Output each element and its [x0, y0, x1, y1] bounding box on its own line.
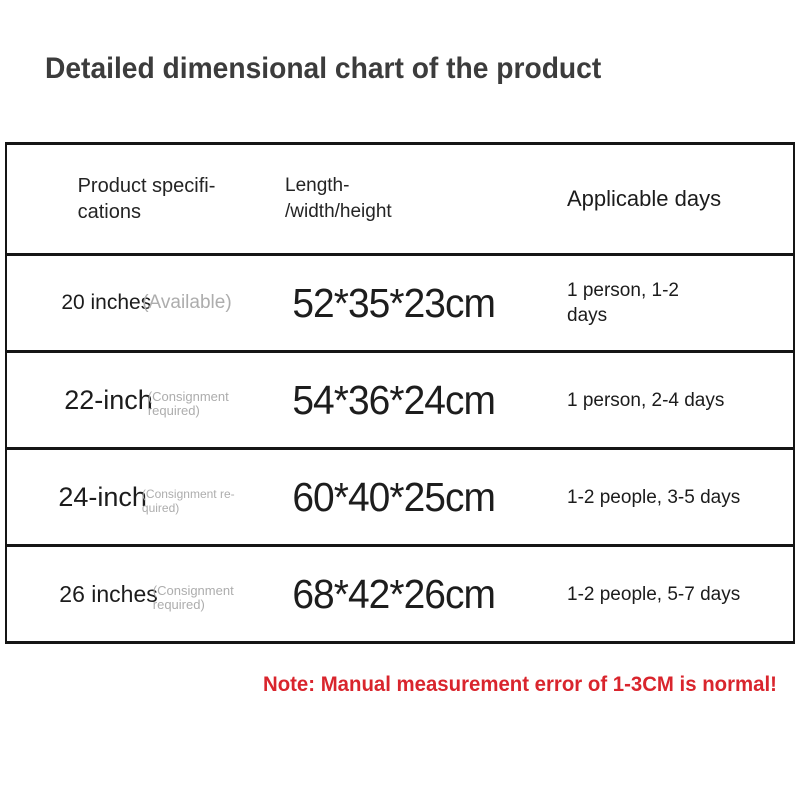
dimensions-value: 68*42*26cm: [292, 570, 496, 617]
size-label: 20 inches: [61, 291, 152, 314]
header-product-specifications: [7, 145, 243, 253]
header-applicable-days: [545, 145, 793, 253]
cell-days-26-inch: [545, 547, 793, 641]
tag-line2: quired): [141, 501, 180, 515]
table-row-20-inch: [7, 253, 793, 350]
tag-line1: (Consignment re-: [141, 487, 235, 501]
cell-days-24-inch: [545, 450, 793, 544]
days-line2: days: [567, 305, 608, 326]
header-applicable-days-line1: Applicable days: [567, 186, 722, 211]
days-line1: 1-2 people, 5-7 days: [567, 583, 741, 605]
table-row-24-inch: [7, 447, 793, 544]
cell-size-26-inch: [7, 547, 243, 641]
dimensions-value: 52*35*23cm: [292, 279, 496, 326]
header-product-specifications-line2: cations: [77, 201, 141, 223]
table-row-26-inch: [7, 544, 793, 641]
days-line1: 1-2 people, 3-5 days: [567, 486, 741, 508]
cell-size-20-inch: [7, 256, 243, 350]
cell-dimensions-24-inch: [243, 450, 545, 544]
page-title: Detailed dimensional chart of the product: [45, 52, 602, 85]
cell-days-22-inch: [545, 353, 793, 447]
availability-tag: [142, 487, 235, 515]
dimension-table: [5, 142, 795, 644]
dimensions-value: 60*40*25cm: [292, 473, 496, 520]
measurement-note: Note: Manual measurement error of 1-3CM is normal!: [263, 673, 777, 696]
cell-size-24-inch: [7, 450, 243, 544]
cell-dimensions-20-inch: [243, 256, 545, 350]
tag-line2: required): [152, 597, 205, 612]
availability-tag: (Available): [142, 292, 232, 313]
availability-tag: [148, 390, 229, 418]
dimensions-value: 54*36*24cm: [292, 376, 496, 423]
header-length-width-height-line2: /width/height: [285, 201, 392, 222]
size-label: 24-inch: [58, 481, 147, 512]
size-label: 26 inches: [59, 580, 158, 607]
days-line1: 1 person, 1-2: [567, 280, 679, 301]
header-length-width-height: [243, 145, 545, 253]
table-row-22-inch: [7, 350, 793, 447]
cell-days-20-inch: [545, 256, 793, 350]
cell-dimensions-22-inch: [243, 353, 545, 447]
availability-tag: [153, 584, 234, 612]
header-length-width-height-line1: Length-: [285, 175, 350, 196]
size-label: 22-inch: [64, 384, 153, 415]
tag-line2: required): [147, 403, 200, 418]
cell-size-22-inch: [7, 353, 243, 447]
tag-line1: (Consignment: [152, 583, 234, 598]
days-line1: 1 person, 2-4 days: [567, 389, 725, 411]
header-product-specifications-line1: Product specifi-: [77, 175, 216, 197]
table-header-row: [7, 145, 793, 253]
tag-line1: (Consignment: [147, 389, 229, 404]
cell-dimensions-26-inch: [243, 547, 545, 641]
